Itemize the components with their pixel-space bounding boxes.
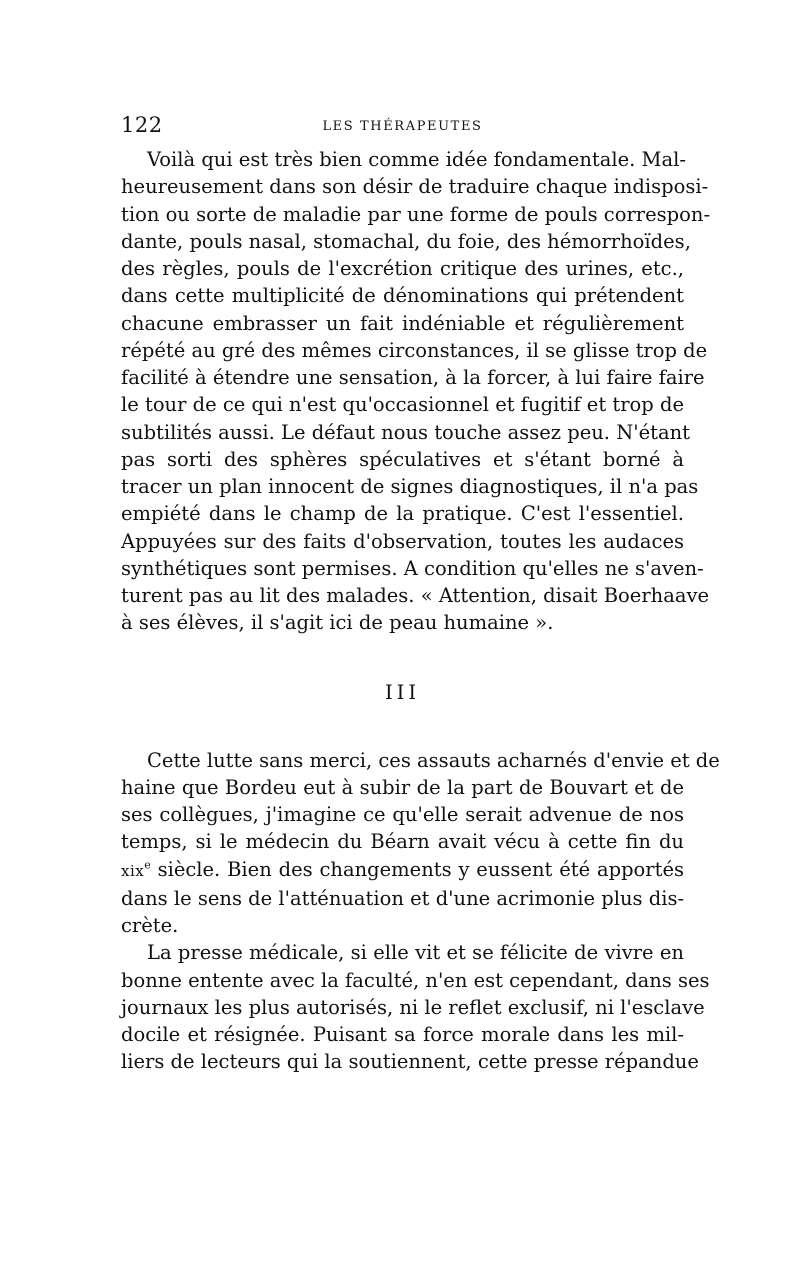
century-roman-numeral: xix (121, 861, 145, 880)
text-fragment: siècle. Bien des changements y eussent été apportés (150, 857, 684, 881)
text-line: dans cette multiplicité de dénominations qui prétendent (121, 284, 684, 308)
text-line: Voilà qui est très bien comme idée fondamentale. Mal- (147, 148, 686, 171)
text-line: Appuyées sur des faits d'observation, toutes les audaces (121, 529, 684, 553)
text-line: tracer un plan innocent de signes diagnostiques, il n'a pas (121, 475, 699, 498)
page-number: 122 (121, 113, 163, 137)
text-line: haine que Bordeu eut à subir de la part de Bouvart et de (121, 775, 684, 799)
text-line: facilité à étendre une sensation, à la forcer, à lui faire faire (121, 366, 705, 389)
paragraph-3 (121, 939, 710, 1075)
text-line: temps, si le médecin du Béarn avait vécu à cette fin du (121, 830, 684, 854)
text-line: des règles, pouls de l'excrétion critique des urines, etc., (121, 257, 684, 280)
paragraph-2 (121, 747, 720, 940)
running-title: LES THÉRAPEUTES (322, 119, 483, 134)
book-page (121, 112, 720, 1076)
text-line: pas sorti des sphères spéculatives et s'étant borné à (121, 447, 684, 471)
text-line: empiété dans le champ de la pratique. C'est l'essentiel. (121, 502, 684, 526)
text-line: synthétiques sont permises. A condition qu'elles ne s'aven- (121, 556, 704, 580)
running-head (121, 112, 684, 146)
text-line: liers de lecteurs qui la soutiennent, cette presse répandue (121, 1050, 699, 1074)
text-line: ses collègues, j'imagine ce qu'elle serait advenue de nos (121, 803, 684, 826)
text-line: le tour de ce qui n'est qu'occasionnel et fugitif et trop de (121, 393, 684, 417)
text-line: La presse médicale, si elle vit et se félicite de vivre en (147, 941, 684, 965)
text-line-with-century (121, 856, 684, 885)
text-line: dante, pouls nasal, stomachal, du foie, des hémorrhoïdes, (121, 229, 691, 253)
century-superscript: e (144, 858, 151, 871)
text-line: à ses élèves, il s'agit ici de peau humaine ». (121, 611, 554, 635)
text-line: Cette lutte sans merci, ces assauts acharnés d'envie et de (147, 748, 720, 772)
text-line: tion ou sorte de maladie par une forme de pouls correspon- (121, 202, 711, 226)
paragraph-1 (121, 146, 711, 637)
text-line: crète. (121, 914, 179, 937)
text-line: turent pas au lit des malades. « Attention, disait Boerhaave (121, 584, 710, 607)
text-line: journaux les plus autorisés, ni le reflet exclusif, ni l'esclave (121, 995, 705, 1019)
text-line: répété au gré des mêmes circonstances, il se glisse trop de (121, 338, 708, 362)
text-line: chacune embrasser un fait indéniable et régulièrement (121, 311, 684, 335)
section-heading: III (384, 680, 421, 704)
text-line: subtilités aussi. Le défaut nous touche assez peu. N'étant (121, 420, 691, 444)
text-line: bonne entente avec la faculté, n'en est cependant, dans ses (121, 968, 710, 992)
text-line: docile et résignée. Puisant sa force morale dans les mil- (121, 1023, 684, 1046)
text-line: dans le sens de l'atténuation et d'une acrimonie plus dis- (121, 886, 685, 910)
text-line: heureusement dans son désir de traduire chaque indisposi- (121, 175, 709, 199)
